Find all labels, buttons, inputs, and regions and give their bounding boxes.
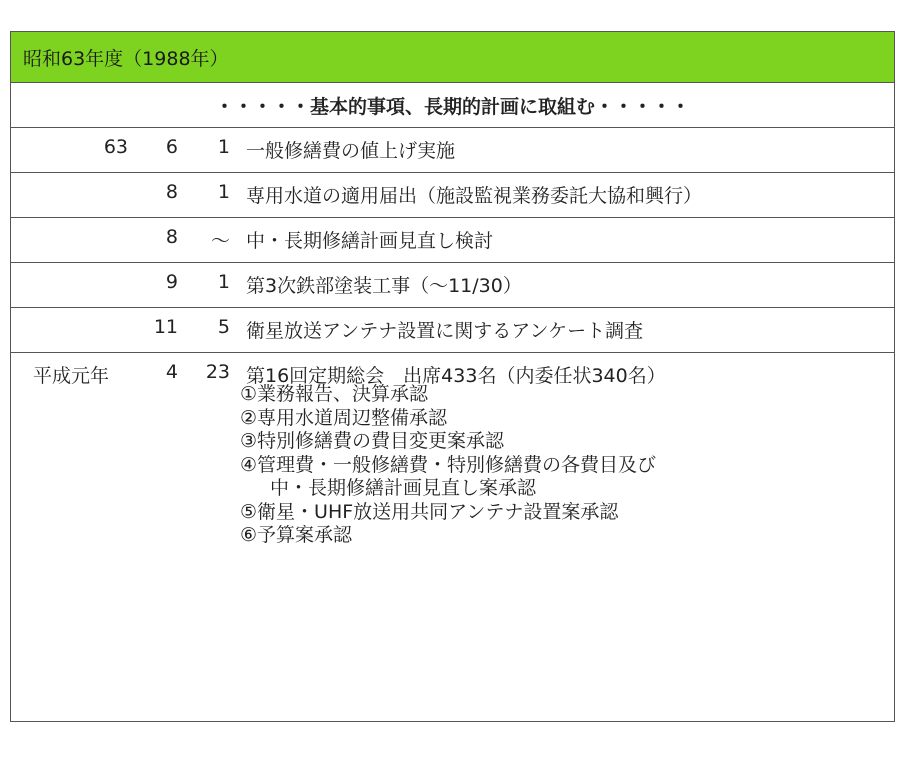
table-row xyxy=(11,128,894,173)
month-cell: 8 xyxy=(165,181,178,203)
description-cell: 衛星放送アンテナ設置に関するアンケート調査 xyxy=(246,320,644,342)
day-cell: 1 xyxy=(217,136,230,158)
section-subtitle xyxy=(11,83,894,128)
month-cell: 9 xyxy=(165,271,178,293)
fiscal-year-title: 昭和63年度（1988年） xyxy=(23,47,229,70)
history-table xyxy=(10,31,895,722)
description-cell: 中・長期修繕計画見直し検討 xyxy=(246,230,494,252)
month-cell: 11 xyxy=(153,316,178,338)
description-cell: 第16回定期総会 出席433名（内委任状340名） xyxy=(246,365,666,387)
list-item: ⑥予算案承認 xyxy=(240,524,353,546)
table-row xyxy=(11,308,894,353)
day-cell: 5 xyxy=(217,316,230,338)
table-row xyxy=(11,173,894,218)
list-item: ④管理費・一般修繕費・特別修繕費の各費目及び xyxy=(240,453,657,476)
description-cell: 第3次鉄部塗装工事（～11/30） xyxy=(246,275,522,297)
month-cell: 6 xyxy=(165,136,178,158)
list-item: ⑤衛星・UHF放送用共同アンテナ設置案承認 xyxy=(240,500,619,523)
day-cell: 23 xyxy=(205,361,230,383)
year-cell: 63 xyxy=(103,136,128,158)
resolution-list xyxy=(240,383,656,548)
list-item: ②専用水道周辺整備承認 xyxy=(240,406,448,429)
month-cell: 8 xyxy=(165,226,178,248)
day-cell: ～ xyxy=(210,230,230,252)
year-cell: 平成元年 xyxy=(33,365,110,387)
section-subtitle-text: ・・・・・基本的事項、長期的計画に取組む・・・・・ xyxy=(214,95,690,118)
description-cell: 一般修繕費の値上げ実施 xyxy=(246,140,456,162)
month-cell: 4 xyxy=(165,361,178,383)
description-cell: 専用水道の適用届出（施設監視業務委託大協和興行） xyxy=(246,185,703,207)
list-item-continuation: 中・長期修繕計画見直し案承認 xyxy=(270,477,537,499)
fiscal-year-header xyxy=(11,32,894,83)
day-cell: 1 xyxy=(217,181,230,203)
list-item: ①業務報告、決算承認 xyxy=(240,383,429,405)
table-row xyxy=(11,263,894,308)
day-cell: 1 xyxy=(217,271,230,293)
list-item: ③特別修繕費の費目変更案承認 xyxy=(240,430,505,452)
table-row xyxy=(11,218,894,263)
